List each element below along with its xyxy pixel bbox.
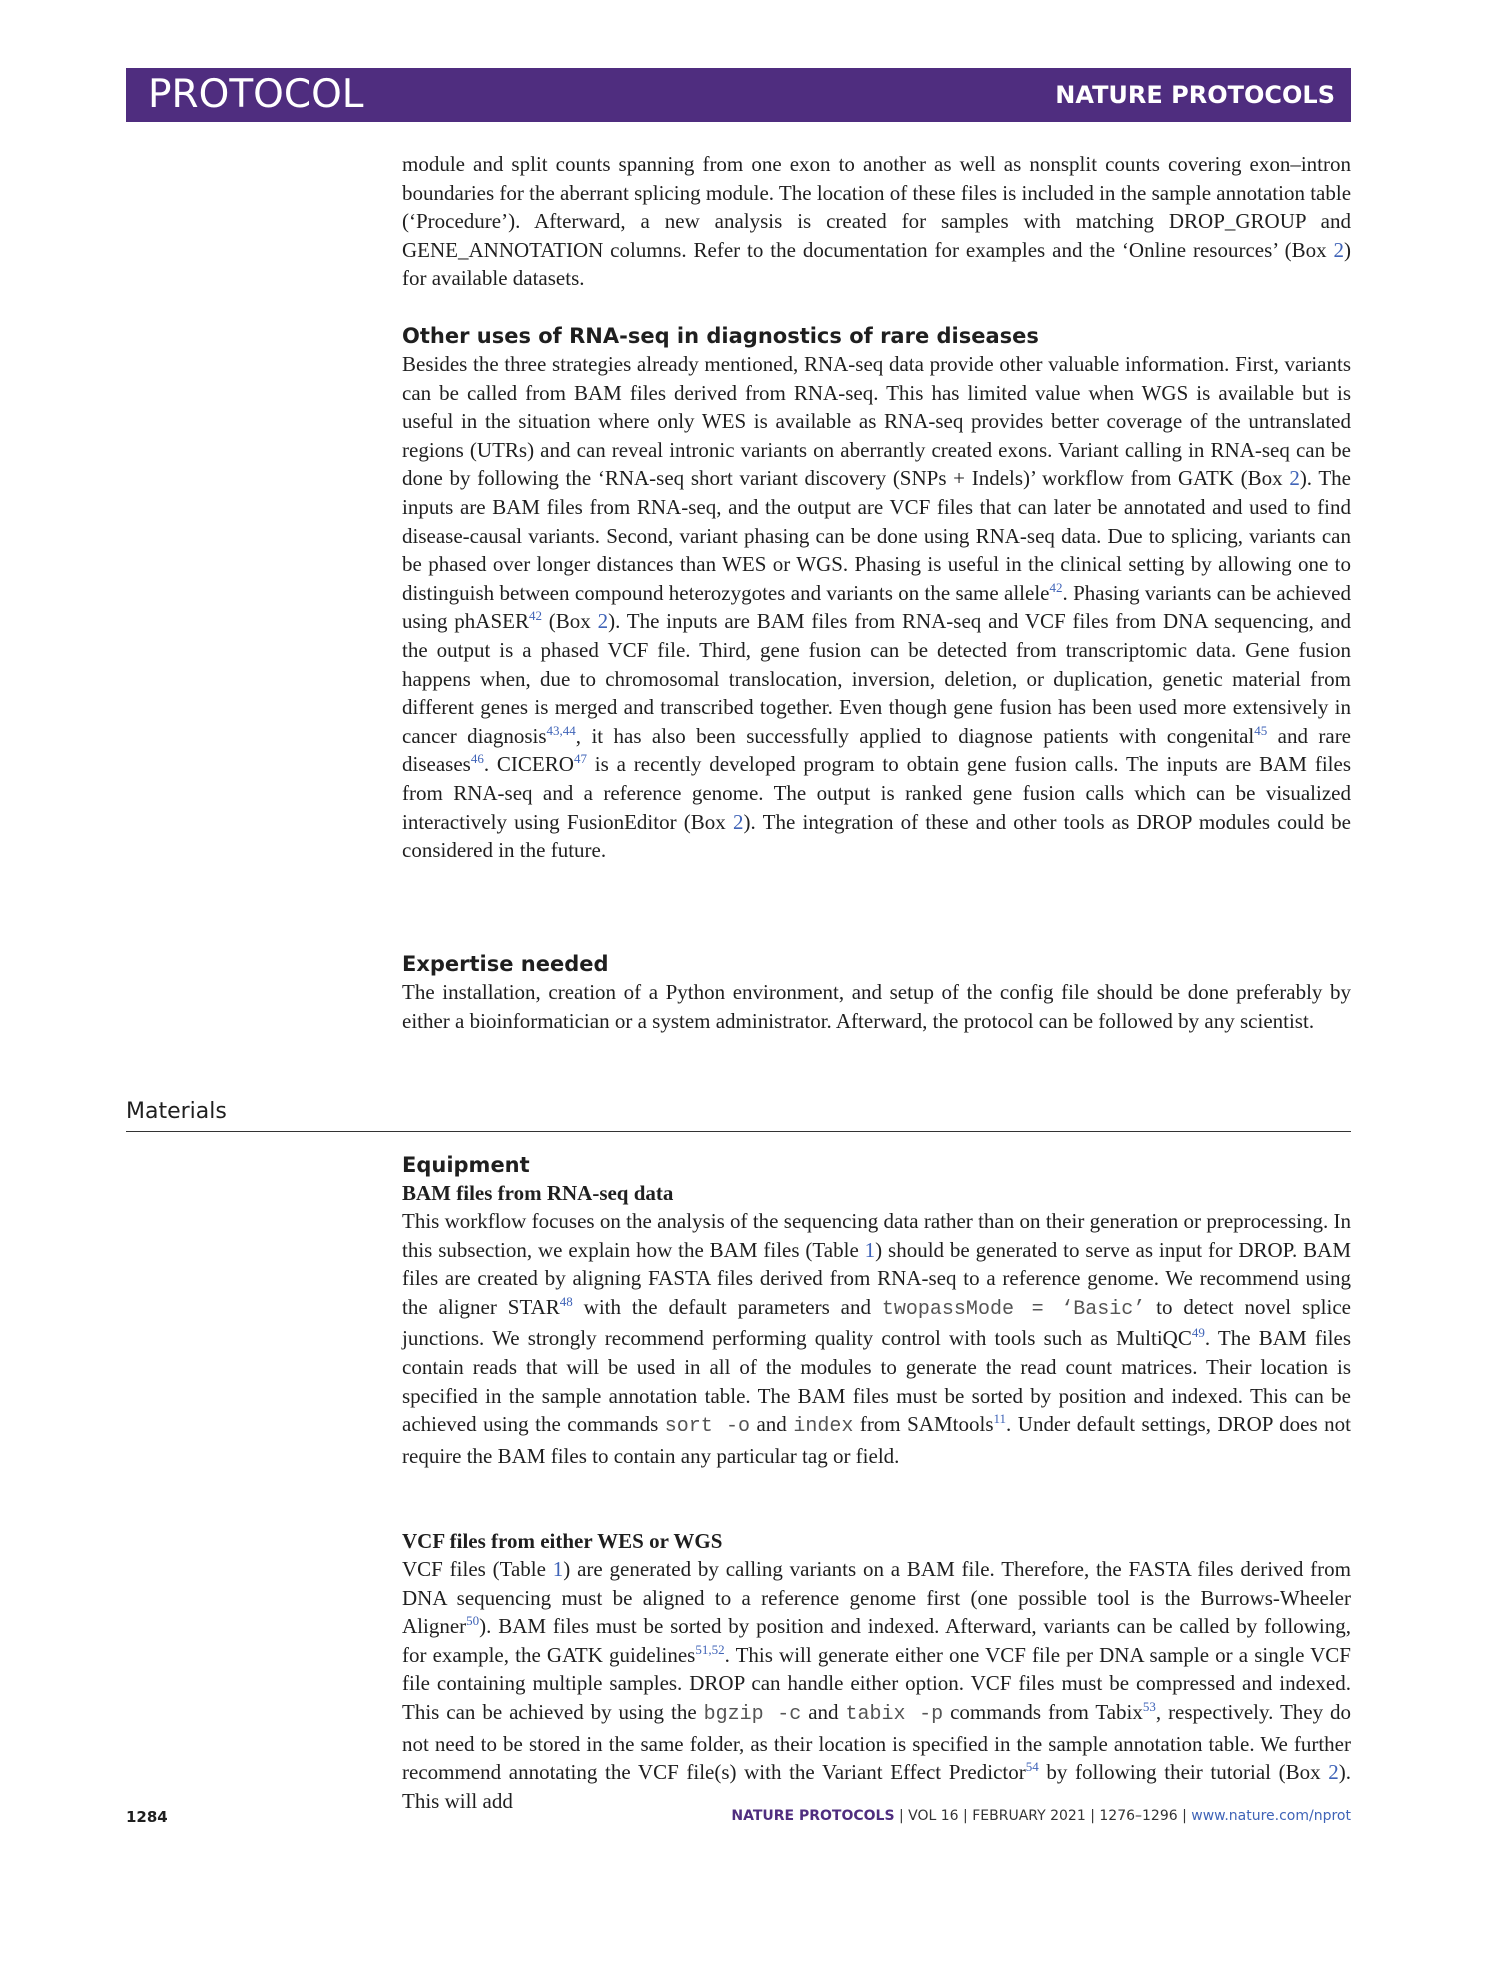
citation-link[interactable]: 54	[1025, 1759, 1039, 1775]
table-link[interactable]: 1	[864, 1237, 876, 1262]
footer-date: FEBRUARY 2021	[972, 1808, 1086, 1824]
footer-volume: VOL 16	[908, 1808, 959, 1824]
header-banner	[126, 68, 1351, 122]
citation-link[interactable]: 42	[528, 608, 542, 624]
code-sort: sort -o	[664, 1415, 750, 1439]
rnaseq-heading: Other uses of RNA-seq in diagnostics of rare diseases	[402, 324, 1039, 348]
citation-link[interactable]: 46	[470, 751, 484, 767]
box-link[interactable]: 2	[1333, 237, 1344, 262]
expertise-heading: Expertise needed	[402, 952, 609, 976]
bam-heading: BAM files from RNA-seq data	[402, 1181, 674, 1205]
vcf-heading: VCF files from either WES or WGS	[402, 1529, 723, 1553]
code-twopass: twopassMode = ‘Basic’	[881, 1297, 1146, 1321]
vcf-section	[402, 1527, 1351, 1815]
footer-url-link[interactable]: www.nature.com/nprot	[1191, 1808, 1351, 1824]
box-link[interactable]: 2	[1289, 466, 1300, 491]
box-link[interactable]: 2	[1328, 1760, 1339, 1785]
citation-link[interactable]: 43,44	[546, 722, 576, 738]
citation-link[interactable]: 45	[1254, 722, 1268, 738]
section-label: PROTOCOL	[148, 72, 364, 117]
page-number: 1284	[126, 1808, 168, 1826]
footer-pages: 1276–1296	[1099, 1808, 1178, 1824]
footer-citation: NATURE PROTOCOLS | VOL 16 | FEBRUARY 2021 | 1276–1296 | www.nature.com/nprot	[731, 1808, 1351, 1824]
footer-journal: NATURE PROTOCOLS	[731, 1808, 895, 1824]
citation-link[interactable]: 49	[1191, 1325, 1205, 1341]
citation-link[interactable]: 51,52	[695, 1641, 725, 1657]
citation-link[interactable]: 47	[573, 751, 587, 767]
equipment-heading: Equipment	[402, 1153, 530, 1177]
box-link[interactable]: 2	[597, 609, 609, 634]
rnaseq-paragraph: Besides the three strategies already mentioned, RNA-seq data provide other valuable information. First, variants can be called from BAM files derived from RNA-seq. This has limited value when WGS is available but is useful in the situation where only WES is available as RNA-seq provides better coverage of the untranslated regions (UTRs) and can reveal intronic variants on aberrantly created exons. Variant calling in RNA-seq can be done by following the ‘RNA-seq short variant discovery (SNPs + Indels)’ workflow from GATK (Box 2). The inputs are BAM files from RNA-seq, and the output are VCF files that can later be annotated and used to find disease-causal variants. Second, variant phasing can be done using RNA-seq data. Due to splicing, variants can be phased over longer distances than WES or WGS. Phasing is useful in the clinical setting by allowing one to distinguish between compound heterozygotes and variants on the same allele$^{42}$. Phasing variants can be achieved using phASER$^{42}$ (Box 2). The inputs are BAM files from RNA-seq and VCF files from DNA sequencing, and the output is a phased VCF file. Third, gene fusion can be detected from transcriptomic data. Gene fusion happens when, due to chromosomal translocation, inversion, deletion, or duplication, genetic material from different genes is merged and transcribed together. Even though gene fusion has been used more extensively in cancer diagnosis$^{43,44}$, it has also been successfully applied to diagnose patients with congenital$^{45}$ and rare diseases$^{46}$. CICERO$^{47}$ is a recently developed program to obtain gene fusion calls. The inputs are BAM files from RNA-seq and a reference genome. The output is ranked gene fusion calls which can be visualized interactively using FusionEditor (Box 2). The integration of these and other tools as DROP modules could be considered in the future.	[402, 352, 1352, 863]
expertise-section	[402, 950, 1351, 1035]
citation-link[interactable]: 48	[559, 1293, 573, 1309]
journal-label: NATURE PROTOCOLS	[1055, 81, 1335, 109]
vcf-paragraph: VCF files (Table 1) are generated by calling variants on a BAM file. Therefore, the FASTA files derived from DNA sequencing must be aligned to a reference genome first (one possible tool is the Burrows-Wheeler Aligner$^{50}$). BAM files must be sorted by position and indexed. Afterward, variants can be called by following, for example, the GATK guidelines$^{51,52}$. This will generate either one VCF file per DNA sample or a single VCF file containing multiple samples. DROP can handle either option. VCF files must be compressed and indexed. This can be achieved by using the bgzip -c and tabix -p commands from Tabix$^{53}$, respectively. They do not need to be stored in the same folder, as their location is specified in the sample annotation table. We further recommend annotating the VCF file(s) with the Variant Effect Predictor$^{54}$ by following their tutorial (Box 2). This will add	[402, 1557, 1352, 1813]
code-bgzip: bgzip -c	[703, 1702, 802, 1726]
equipment-section	[402, 1151, 1351, 1470]
intro-paragraph: module and split counts spanning from one exon to another as well as nonsplit counts covering exon–intron boundaries for the aberrant splicing module. The location of these files is included in the sample annotation table (‘Procedure’). Afterward, a new analysis is created for samples with matching DROP_GROUP and GENE_ANNOTATION columns. Refer to the documentation for examples and the ‘Online resources’ (Box 2) for available datasets.	[402, 152, 1352, 291]
citation-link[interactable]: 11	[993, 1411, 1007, 1427]
citation-link[interactable]: 50	[466, 1613, 480, 1629]
rnaseq-section	[402, 322, 1351, 865]
citation-link[interactable]: 53	[1142, 1698, 1156, 1714]
materials-rule	[126, 1131, 1351, 1132]
bam-paragraph: This workflow focuses on the analysis of the sequencing data rather than on their generation or preprocessing. In this subsection, we explain how the BAM files (Table 1) should be generated to serve as input for DROP. BAM files are created by aligning FASTA files derived from RNA-seq to a reference genome. We recommend using the aligner STAR$^{48}$ with the default parameters and twopassMode = ‘Basic’ to detect novel splice junctions. We strongly recommend performing quality control with tools such as MultiQC$^{49}$. The BAM files contain reads that will be used in all of the modules to generate the read count matrices. Their location is specified in the sample annotation table. The BAM files must be sorted by position and indexed. This can be achieved using the commands sort -o and index from SAMtools$^{11}$. Under default settings, DROP does not require the BAM files to contain any particular tag or field.	[402, 1209, 1351, 1468]
intro-block	[402, 150, 1351, 293]
expertise-paragraph: The installation, creation of a Python environment, and setup of the config file should be done preferably by either a bioinformatician or a system administrator. Afterward, the protocol can be followed by any scientist.	[402, 980, 1351, 1033]
code-tabix: tabix -p	[845, 1702, 944, 1726]
code-index: index	[793, 1415, 854, 1439]
materials-heading: Materials	[126, 1099, 227, 1124]
table-link[interactable]: 1	[552, 1557, 564, 1581]
citation-link[interactable]: 42	[1049, 579, 1063, 595]
box-link[interactable]: 2	[733, 809, 744, 834]
